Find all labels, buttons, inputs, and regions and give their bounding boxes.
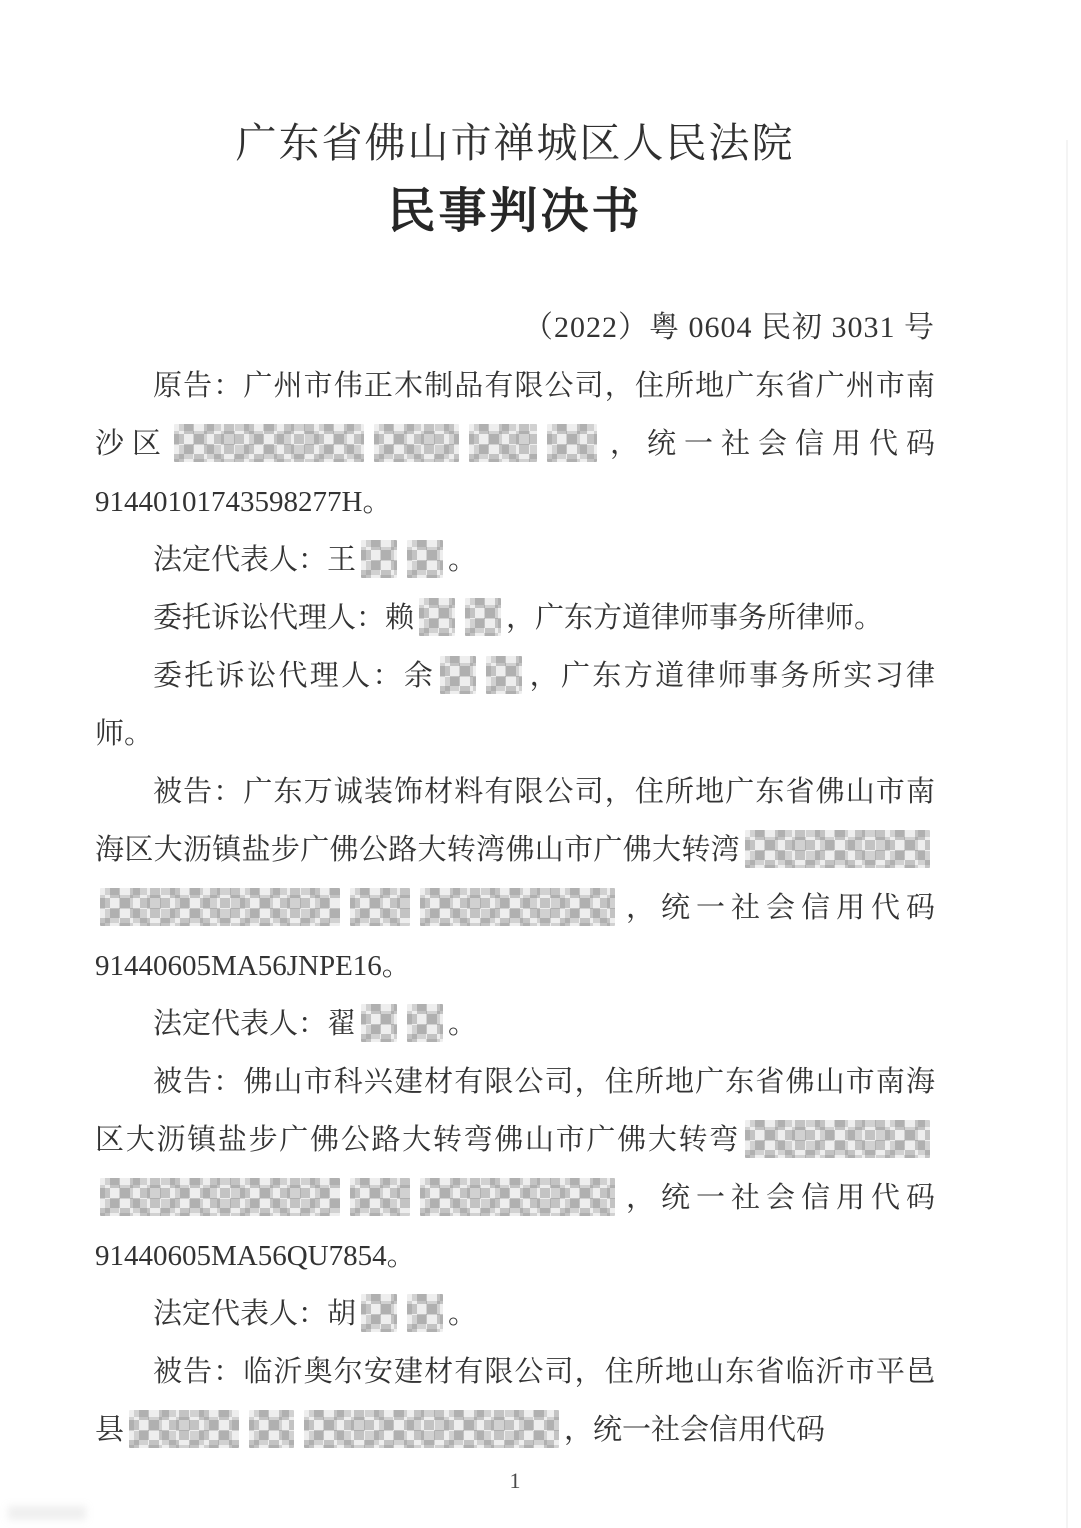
- defendant-3-paragraph: [95, 1343, 935, 1459]
- text-run: 法定代表人：王: [153, 543, 357, 576]
- plaintiff-legal-representative: [95, 531, 935, 589]
- redacted-block: [469, 424, 537, 462]
- defendant-1-paragraph: [95, 763, 935, 995]
- redacted-block: [361, 1294, 397, 1332]
- text-run: 被告：广东万诚装饰材料有限公司，住所地广东省佛山市南海区大沥镇盐步广佛公路大转湾佛山市广佛大转湾: [95, 775, 935, 866]
- text-run: ，统一社会信用代码91440605MA56JNPE16。: [95, 891, 935, 982]
- text-run: ，统一社会信用代码91440101743598277H。: [95, 427, 935, 518]
- plaintiff-attorney-1: [95, 589, 935, 647]
- redacted-block: [465, 598, 501, 636]
- scan-edge-artifact: [1066, 140, 1068, 1528]
- document-header: [95, 118, 935, 244]
- text-run: 原告：广州市伟正木制品有限公司，住所地广东省广州市南沙区: [95, 369, 935, 460]
- redacted-block: [100, 888, 340, 926]
- redacted-block: [100, 1178, 340, 1216]
- redacted-block: [486, 656, 522, 694]
- defendant-2-paragraph: [95, 1053, 935, 1285]
- text-run: 委托诉讼代理人：赖: [153, 601, 415, 634]
- redacted-block: [407, 540, 443, 578]
- text-run: ，广东方道律师事务所实习律师。: [95, 659, 935, 750]
- redacted-block: [304, 1410, 559, 1448]
- redacted-block: [350, 888, 410, 926]
- text-run: ，统一社会信用代码91440605MA56QU7854。: [95, 1181, 935, 1272]
- text-run: 。: [448, 1297, 478, 1330]
- text-run: ，广东方道律师事务所律师。: [506, 601, 884, 634]
- redacted-block: [419, 598, 455, 636]
- redacted-block: [440, 656, 476, 694]
- redacted-block: [745, 1120, 930, 1158]
- redacted-block: [174, 424, 364, 462]
- court-name: 广东省佛山市禅城区人民法院: [235, 120, 795, 166]
- redacted-block: [129, 1410, 239, 1448]
- redacted-block: [249, 1410, 294, 1448]
- redacted-block: [407, 1004, 443, 1042]
- redacted-block: [361, 1004, 397, 1042]
- text-run: 法定代表人：胡: [153, 1297, 357, 1330]
- text-run: 法定代表人：翟: [153, 1007, 357, 1040]
- redacted-block: [745, 830, 930, 868]
- redacted-block: [374, 424, 459, 462]
- redacted-block: [420, 888, 615, 926]
- case-number: （2022）粤 0604 民初 3031 号: [523, 310, 935, 344]
- text-run: 被告：佛山市科兴建材有限公司，住所地广东省佛山市南海区大沥镇盐步广佛公路大转弯佛山市广佛大转弯: [95, 1065, 935, 1156]
- text-run: 。: [448, 1007, 478, 1040]
- page-number: 1: [509, 1467, 521, 1493]
- text-run: 。: [448, 543, 478, 576]
- text-run: ，统一社会信用代码: [564, 1413, 826, 1446]
- redacted-block: [361, 540, 397, 578]
- text-run: 委托诉讼代理人：余: [153, 659, 436, 692]
- document-title: 民事判决书: [387, 185, 643, 239]
- redacted-block: [407, 1294, 443, 1332]
- redacted-block: [547, 424, 597, 462]
- plaintiff-attorney-2: [95, 647, 935, 763]
- defendant-1-legal-representative: [95, 995, 935, 1053]
- redacted-block: [420, 1178, 615, 1216]
- document-body: [95, 357, 935, 1459]
- plaintiff-paragraph: [95, 357, 935, 531]
- text-run: 被告：临沂奥尔安建材有限公司，住所地山东省临沂市平邑县: [95, 1355, 935, 1446]
- redacted-block: [350, 1178, 410, 1216]
- defendant-2-legal-representative: [95, 1285, 935, 1343]
- scan-smudge-artifact: [8, 1506, 86, 1520]
